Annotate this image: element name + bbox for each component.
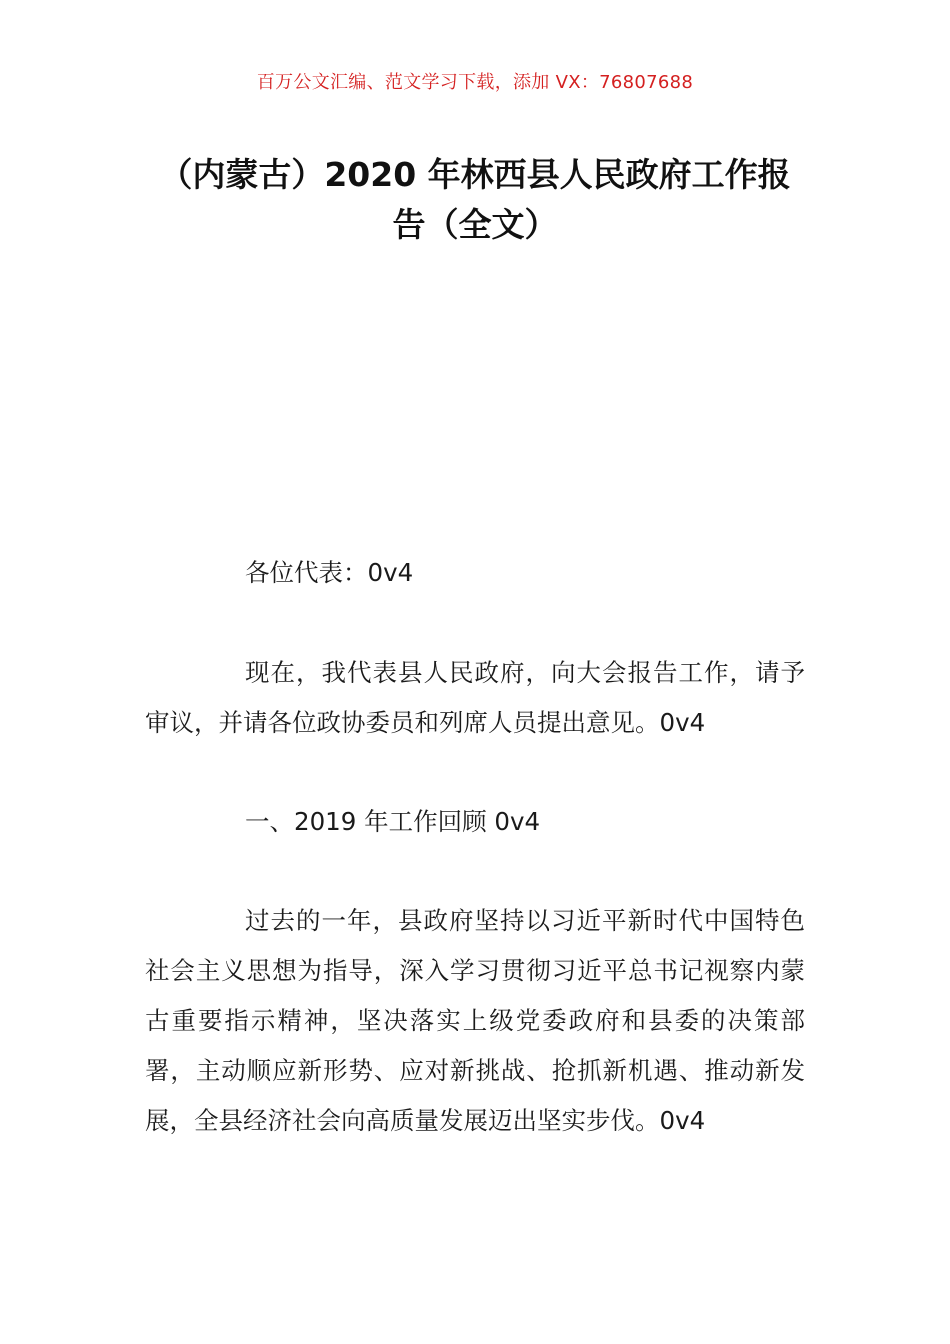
title-line-1: （内蒙古）2020 年林西县人民政府工作报 bbox=[159, 155, 791, 194]
paragraph: 各位代表：0v4 bbox=[245, 558, 414, 587]
document-title bbox=[140, 150, 810, 250]
paragraph: 一、2019 年工作回顾 0v4 bbox=[245, 807, 541, 836]
paragraph-salutation bbox=[145, 548, 805, 598]
title-line-2: 告（全文） bbox=[392, 205, 558, 244]
paragraph: 现在，我代表县人民政府，向大会报告工作，请予审议，并请各位政协委员和列席人员提出意见。0v4 bbox=[145, 658, 805, 737]
section-heading bbox=[145, 797, 805, 847]
paragraph-opening bbox=[145, 648, 805, 748]
paragraph: 过去的一年，县政府坚持以习近平新时代中国特色社会主义思想为指导，深入学习贯彻习近平总书记视察内蒙古重要指示精神，坚决落实上级党委政府和县委的决策部署，主动顺应新形势、应对新挑战、抢抓新机遇、推动新发展，全县经济社会向高质量发展迈出坚实步伐。0v4 bbox=[145, 906, 805, 1135]
header-promo-note: 百万公文汇编、范文学习下载，添加 VX：76807688 bbox=[256, 72, 694, 93]
paragraph-review bbox=[145, 896, 805, 1146]
